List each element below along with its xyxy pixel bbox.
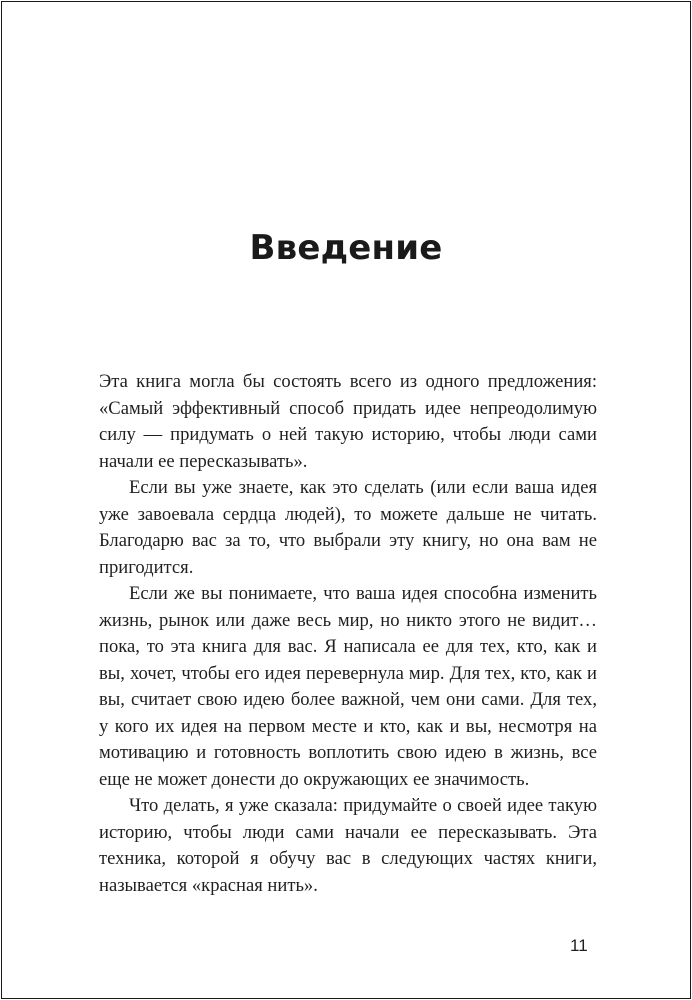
paragraph-3: Если же вы понимаете, что ваша идея способна изменить жизнь, рынок или даже весь мир, но никто этого не видит… пока, то эта книга для вас. Я написала ее для тех, кто, как и вы, хочет, чтобы его идея перевернула мир. Для тех, кто, как и вы, считает свою идею более важной, чем они сами. Для тех, у кого их идея на первом месте и кто, как и вы, несмотря на мотивацию и готовность воплотить свою идею в жизнь, все еще не может донести до окружающих ее значимость. [99, 583, 597, 790]
page-number: 11 [570, 936, 588, 955]
paragraph-2: Если вы уже знаете, как это сделать (или если ваша идея уже завоевала сердца людей), то можете дальше не читать. Благодарю вас за то, что выбрали эту книгу, но она вам не пригодится. [99, 477, 597, 578]
chapter-title: Введение [249, 228, 443, 268]
paragraph-1: Эта книга могла бы состоять всего из одного предложения: «Самый эффективный способ придать идее непреодолимую силу — придумать о ней такую историю, чтобы люди сами начали ее пересказывать». [99, 371, 597, 472]
paragraph-4: Что делать, я уже сказала: придумайте о своей идее такую историю, чтобы люди сами начали ее пересказывать. Эта техника, которой я обучу вас в следующих частях книги, называется «красная нить». [99, 795, 597, 896]
chapter-body [99, 369, 597, 899]
book-page [1, 1, 691, 999]
